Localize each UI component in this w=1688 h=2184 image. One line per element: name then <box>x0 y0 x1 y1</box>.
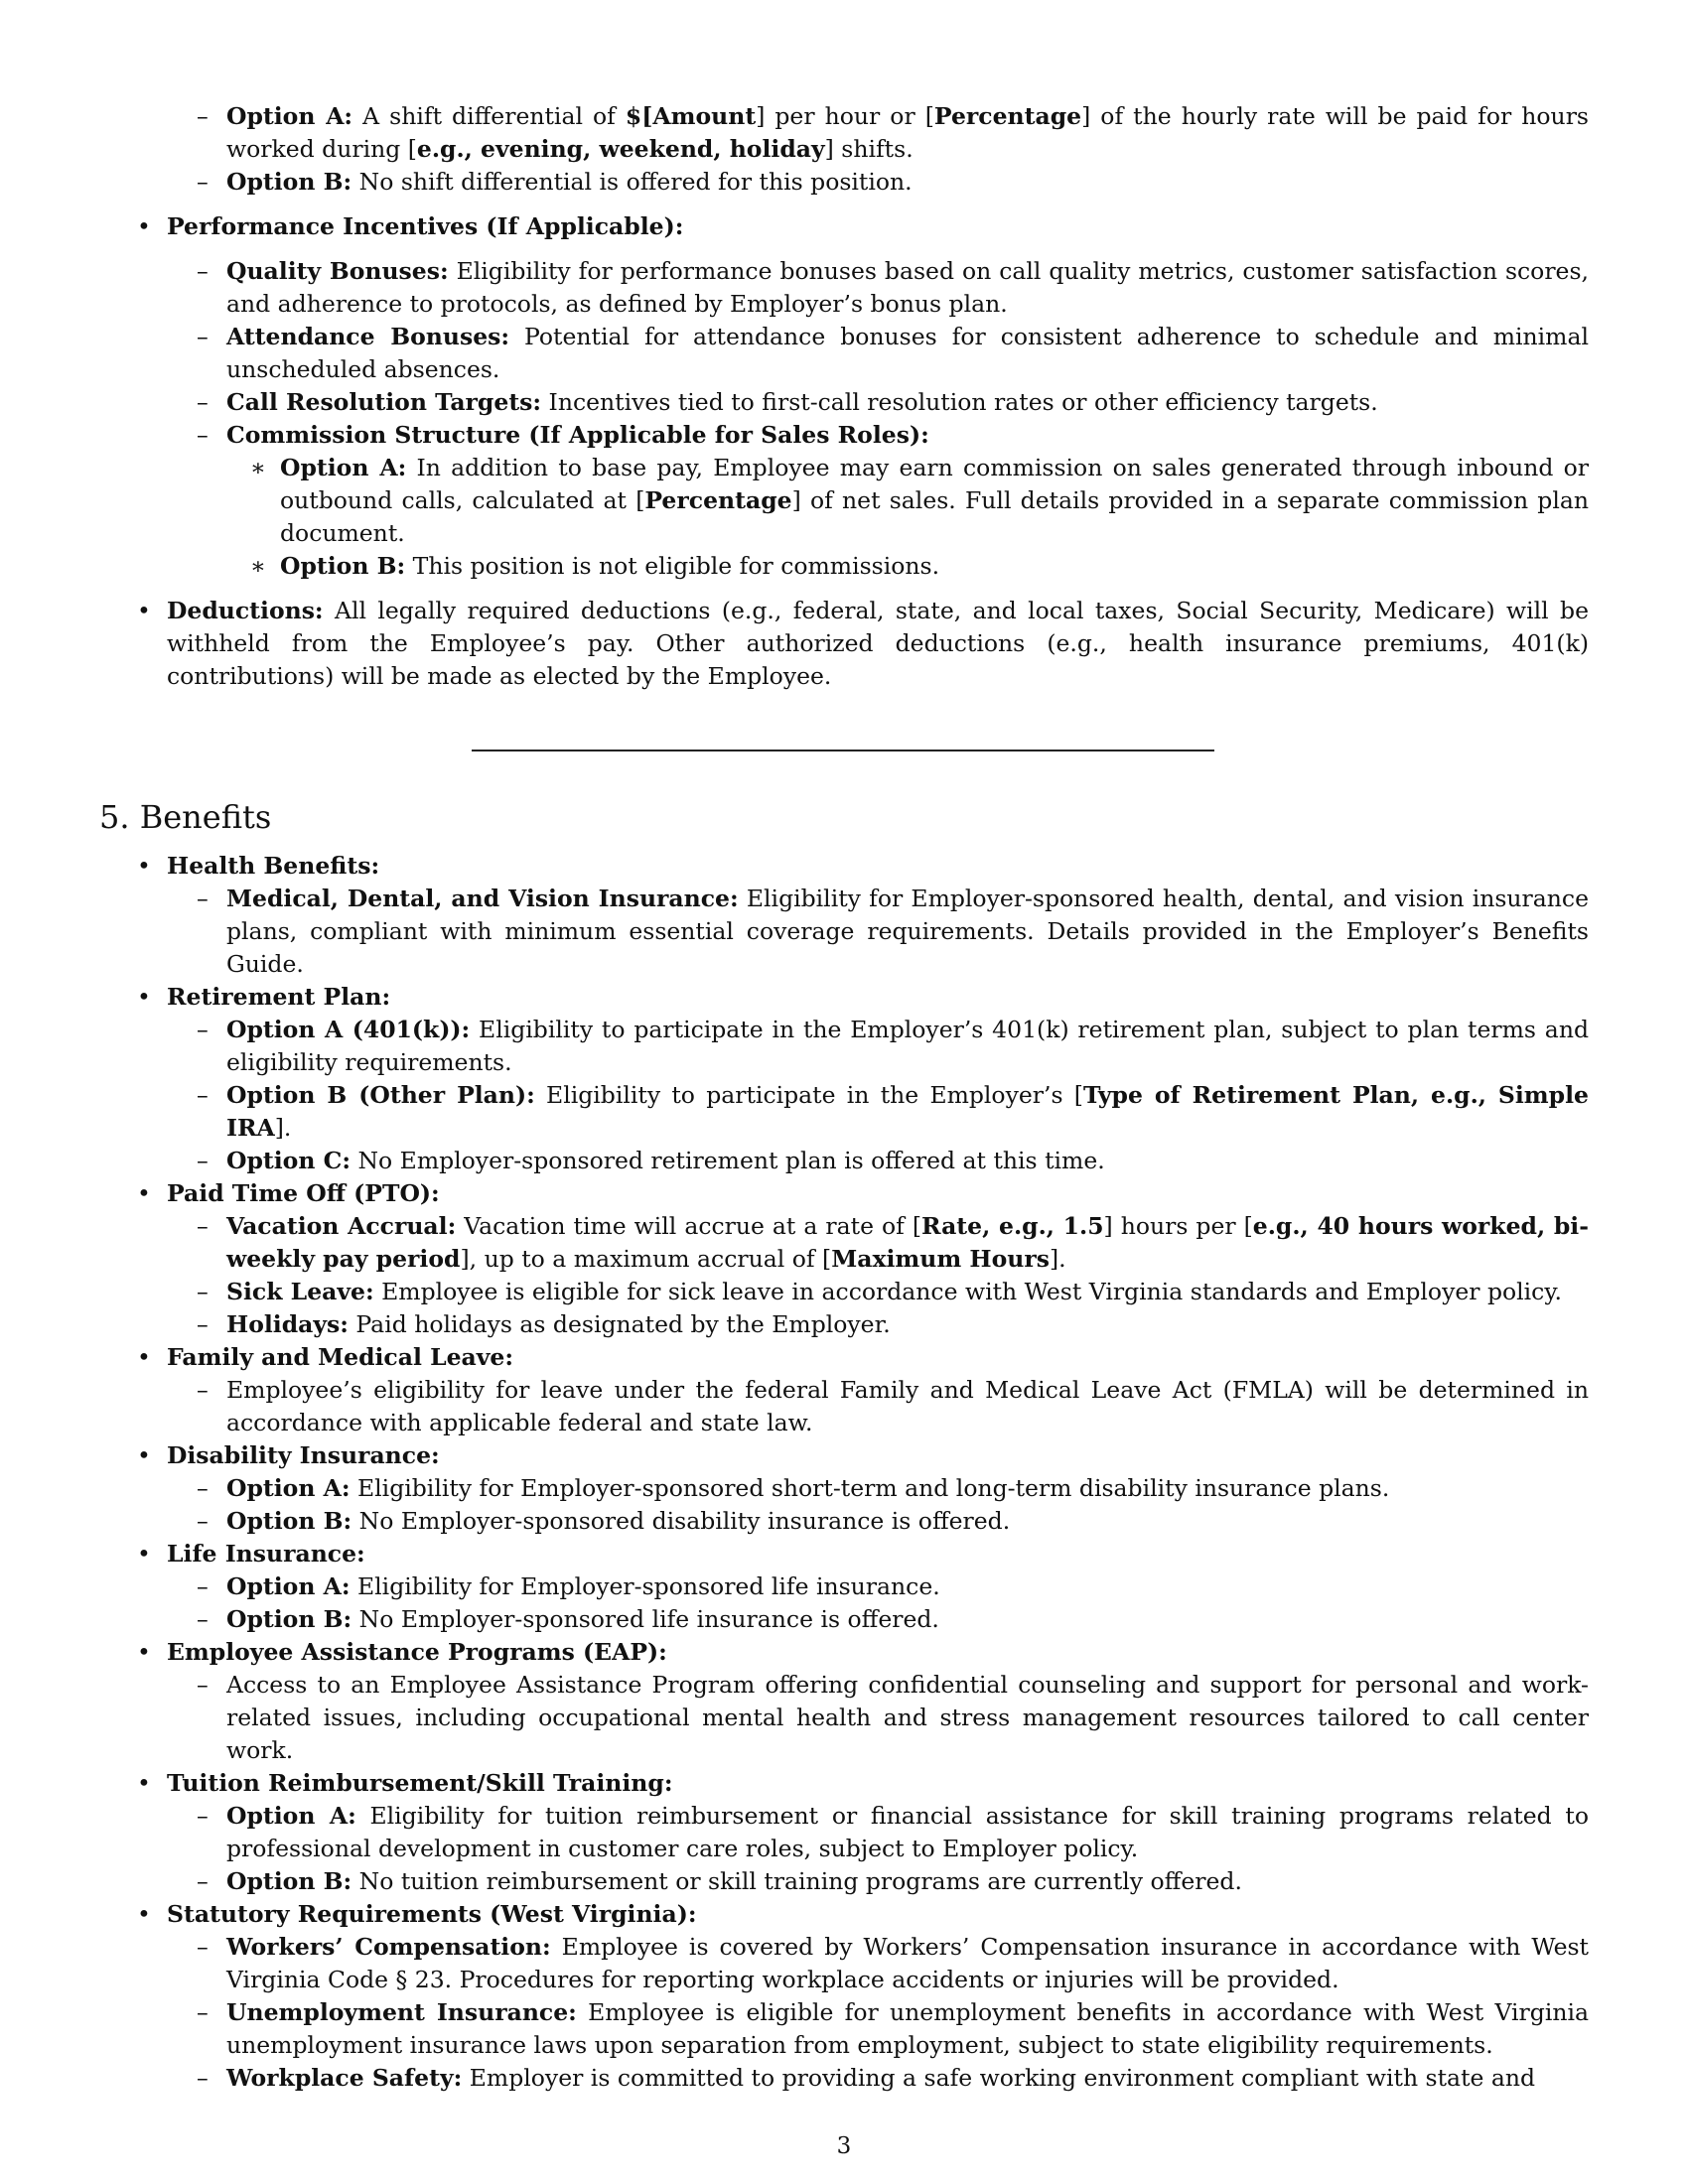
bullet-marker: • <box>137 1769 151 1797</box>
workers-compensation: – Workers’ Compensation: Employee is covered by Workers’ Compensation insurance in accordance with West Virginia Code § 23. Procedures for reporting workplace accidents or injuries will be provided. <box>197 1933 1590 1993</box>
performance-incentives: • Performance Incentives (If Applicable): <box>99 210 1589 243</box>
dash-marker: – <box>197 1605 209 1633</box>
bullet-marker: • <box>137 597 151 624</box>
bullet-marker: • <box>137 1638 151 1666</box>
deductions: • Deductions: All legally required deductions (e.g., federal, state, and local taxes, Social Security, Medicare) will be withheld from the Employee’s pay. Other authorized deductions (e.g., health insurance premiums, 401(k) contributions) will be made as elected by the Employee. <box>137 597 1589 690</box>
bullet-marker: • <box>137 852 151 880</box>
attendance-bonuses: – Attendance Bonuses: Potential for attendance bonuses for consistent adherence to schedule and minimal unscheduled absences. <box>197 323 1589 383</box>
shift-option-b: – Option B: No shift differential is offered for this position. <box>99 166 1589 199</box>
dash-marker: – <box>197 1507 209 1535</box>
dash-marker: – <box>197 1998 209 2026</box>
disability-option-b: – Option B: No Employer-sponsored disability insurance is offered. <box>99 1505 1589 1538</box>
commission-option-b: ∗ Option B: This position is not eligible for commissions. <box>99 550 1589 583</box>
dash-marker: – <box>197 388 209 416</box>
dash-marker: – <box>197 1933 209 1961</box>
dash-marker: – <box>197 1376 209 1404</box>
bullet-marker: • <box>137 1540 151 1568</box>
horizontal-rule <box>472 750 1214 751</box>
life-insurance: • Life Insurance: <box>99 1538 1589 1570</box>
dash-marker: – <box>197 885 209 912</box>
employee-assistance: • Employee Assistance Programs (EAP): <box>99 1636 1589 1669</box>
dash-marker: – <box>197 1671 209 1699</box>
life-option-b: – Option B: No Employer-sponsored life insurance is offered. <box>99 1603 1589 1636</box>
dash-marker: – <box>197 1081 209 1109</box>
dash-marker: – <box>197 1278 209 1305</box>
retirement-option-c: – Option C: No Employer-sponsored retirement plan is offered at this time. <box>99 1145 1589 1177</box>
bullet-marker: • <box>137 1179 151 1207</box>
eap-access: – Access to an Employee Assistance Program offering confidential counseling and support for personal and work-related issues, including occupational mental health and stress management resources tailored to call center work. <box>197 1671 1589 1764</box>
dash-marker: – <box>197 323 209 350</box>
vacation-accrual: – Vacation Accrual: Vacation time will accrue at a rate of [Rate, e.g., 1.5] hours per [e.g., 40 hours worked, bi-weekly pay period], up to a maximum accrual of [Maximum Hours]. <box>197 1212 1589 1273</box>
dash-marker: – <box>197 1147 209 1174</box>
dash-marker: – <box>197 2064 209 2092</box>
quality-bonuses: – Quality Bonuses: Eligibility for performance bonuses based on call quality metrics, customer satisfaction scores, and adherence to protocols, as defined by Employer’s bonus plan. <box>197 257 1589 318</box>
star-marker: ∗ <box>250 552 266 580</box>
holidays: – Holidays: Paid holidays as designated by the Employer. <box>99 1308 1589 1341</box>
retirement-plan: • Retirement Plan: <box>99 981 1589 1014</box>
dash-marker: – <box>197 1474 209 1502</box>
disability-option-a: – Option A: Eligibility for Employer-sponsored short-term and long-term disability insurance plans. <box>99 1472 1589 1505</box>
dash-marker: – <box>197 168 209 196</box>
retirement-option-b: – Option B (Other Plan): Eligibility to participate in the Employer’s [Type of Retirement Plan, e.g., Simple IRA]. <box>197 1081 1589 1142</box>
bullet-marker: • <box>137 1441 151 1469</box>
dash-marker: – <box>197 1572 209 1600</box>
dash-marker: – <box>197 1016 209 1043</box>
commission-structure: – Commission Structure (If Applicable for Sales Roles): <box>99 419 1589 452</box>
shift-option-a: – Option A: A shift differential of $[Amount] per hour or [Percentage] of the hourly rate will be paid for hours worked during [e.g., evening, weekend, holiday] shifts. <box>197 102 1589 163</box>
tuition-option-b: – Option B: No tuition reimbursement or skill training programs are currently offered. <box>99 1865 1589 1898</box>
dash-marker: – <box>197 1867 209 1895</box>
dash-marker: – <box>197 1212 209 1240</box>
workplace-safety: – Workplace Safety: Employer is committed to providing a safe working environment compliant with state and <box>99 2062 1589 2095</box>
dash-marker: – <box>197 421 209 449</box>
dash-marker: – <box>197 1802 209 1830</box>
disability-insurance: • Disability Insurance: <box>99 1439 1589 1472</box>
life-option-a: – Option A: Eligibility for Employer-sponsored life insurance. <box>99 1570 1589 1603</box>
medical-dental-vision: – Medical, Dental, and Vision Insurance: Eligibility for Employer-sponsored health, dental, and vision insurance plans, compliant with minimum essential coverage requirements. Details provided in the Employer’s Benefits Guide. <box>197 885 1589 978</box>
dash-marker: – <box>197 1310 209 1338</box>
paid-time-off: • Paid Time Off (PTO): <box>99 1177 1589 1210</box>
call-resolution-targets: – Call Resolution Targets: Incentives tied to first-call resolution rates or other efficiency targets. <box>99 386 1589 419</box>
star-marker: ∗ <box>250 454 266 481</box>
bullet-marker: • <box>137 1343 151 1371</box>
benefits-section <box>0 850 1688 2095</box>
statutory-requirements: • Statutory Requirements (West Virginia): <box>99 1898 1589 1931</box>
bullet-marker: • <box>137 212 151 240</box>
retirement-option-a: – Option A (401(k)): Eligibility to participate in the Employer’s 401(k) retirement plan, subject to plan terms and eligibility requirements. <box>197 1016 1589 1076</box>
compensation-continued <box>0 100 1688 693</box>
unemployment-insurance: – Unemployment Insurance: Employee is eligible for unemployment benefits in accordance with West Virginia unemployment insurance laws upon separation from employment, subject to state eligibility requirements. <box>197 1998 1589 2059</box>
fmla-eligibility: – Employee’s eligibility for leave under the federal Family and Medical Leave Act (FMLA) will be determined in accordance with applicable federal and state law. <box>197 1376 1589 1436</box>
family-medical-leave: • Family and Medical Leave: <box>99 1341 1589 1374</box>
bullet-marker: • <box>137 983 151 1011</box>
health-benefits: • Health Benefits: <box>99 850 1589 883</box>
dash-marker: – <box>197 257 209 285</box>
dash-marker: – <box>197 102 209 130</box>
sick-leave: – Sick Leave: Employee is eligible for sick leave in accordance with West Virginia standards and Employer policy. <box>99 1276 1589 1308</box>
page-number: 3 <box>836 2133 852 2159</box>
bullet-marker: • <box>137 1900 151 1928</box>
tuition-reimbursement: • Tuition Reimbursement/Skill Training: <box>99 1767 1589 1800</box>
tuition-option-a: – Option A: Eligibility for tuition reimbursement or financial assistance for skill training programs related to professional development in customer care roles, subject to Employer policy. <box>197 1802 1589 1862</box>
section-title: 5. Benefits <box>99 798 272 836</box>
commission-option-a: ∗ Option A: In addition to base pay, Employee may earn commission on sales generated through inbound or outbound calls, calculated at [Percentage] of net sales. Full details provided in a separate commission plan document. <box>250 454 1590 547</box>
